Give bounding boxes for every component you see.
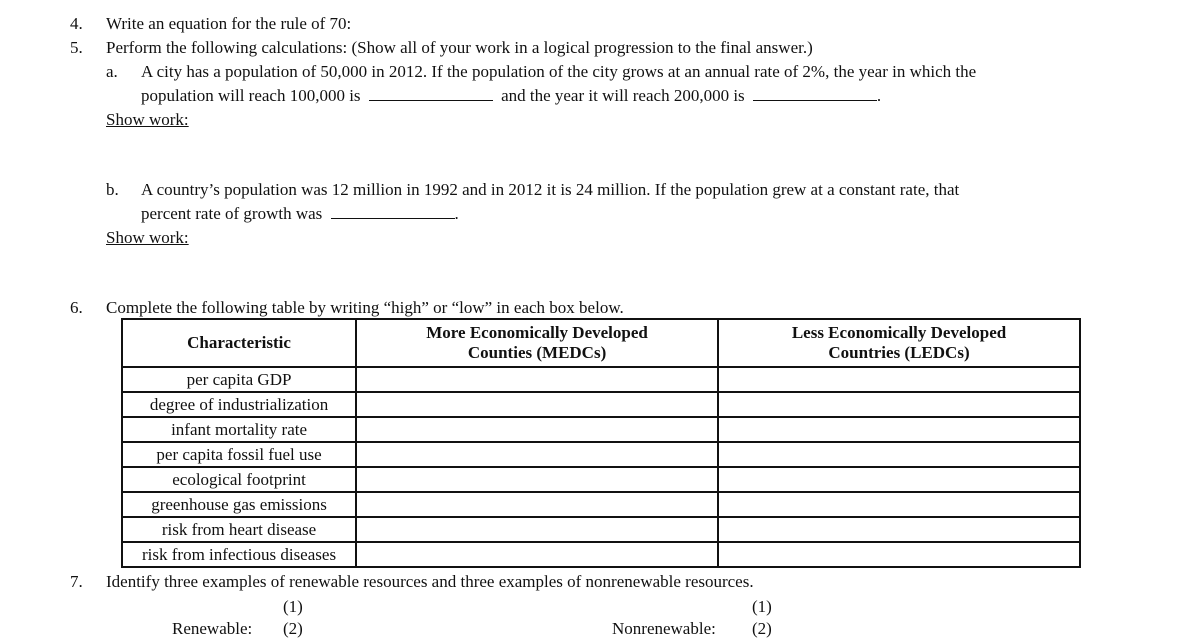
period: .: [876, 86, 882, 105]
question-5b-line2: [141, 204, 459, 224]
ledc-answer-cell[interactable]: [718, 367, 1080, 392]
renewable-item-2-number: (2): [283, 619, 303, 638]
ledc-answer-cell[interactable]: [718, 517, 1080, 542]
ledc-answer-cell[interactable]: [718, 542, 1080, 567]
table-row: [122, 417, 1080, 442]
ledc-answer-cell[interactable]: [718, 417, 1080, 442]
renewable-item-1-number: (1): [283, 597, 303, 616]
characteristic-cell: risk from infectious diseases: [122, 542, 356, 567]
part-letter: a.: [106, 62, 118, 81]
table-row: [122, 467, 1080, 492]
part-letter: b.: [106, 180, 119, 199]
medc-answer-cell[interactable]: [356, 367, 718, 392]
header-characteristic: Characteristic: [122, 319, 356, 367]
development-table: [121, 318, 1081, 568]
table-row: [122, 367, 1080, 392]
nonrenewable-item-1-number: (1): [752, 597, 772, 616]
characteristic-cell: risk from heart disease: [122, 517, 356, 542]
question-5a-line2: [141, 86, 881, 106]
period: .: [454, 204, 459, 223]
question-number: 4.: [70, 14, 83, 33]
table-row: [122, 392, 1080, 417]
table-row: [122, 542, 1080, 567]
part-text: A country’s population was 12 million in 1992 and in 2012 it is 24 million. If the population grew at a constant rate, that: [141, 180, 960, 199]
medc-answer-cell[interactable]: [356, 517, 718, 542]
question-text: Identify three examples of renewable resources and three examples of nonrenewable resources.: [106, 572, 754, 591]
show-work-label: Show work:: [106, 228, 189, 247]
medc-answer-cell[interactable]: [356, 417, 718, 442]
show-work-label: Show work:: [106, 110, 189, 129]
answer-blank-year-100000[interactable]: [369, 86, 493, 101]
answer-blank-growth-rate[interactable]: [331, 204, 455, 219]
table-row: [122, 442, 1080, 467]
table-row: [122, 492, 1080, 517]
ledc-answer-cell[interactable]: [718, 442, 1080, 467]
characteristic-cell: greenhouse gas emissions: [122, 492, 356, 517]
characteristic-cell: per capita fossil fuel use: [122, 442, 356, 467]
characteristic-cell: ecological footprint: [122, 467, 356, 492]
question-text: Perform the following calculations: (Show all of your work in a logical progression to the final answer.): [106, 38, 813, 57]
part-text: percent rate of growth was: [141, 204, 323, 223]
part-text: and the year it will reach 200,000 is: [501, 86, 745, 105]
question-number: 7.: [70, 572, 83, 591]
question-number: 6.: [70, 298, 83, 317]
medc-answer-cell[interactable]: [356, 492, 718, 517]
nonrenewable-item-2-number: (2): [752, 619, 772, 638]
header-medcs: More Economically Developed Counties (MEDCs): [356, 319, 718, 367]
renewable-label: Renewable:: [172, 619, 253, 638]
question-number: 5.: [70, 38, 83, 57]
medc-answer-cell[interactable]: [356, 392, 718, 417]
ledc-answer-cell[interactable]: [718, 492, 1080, 517]
characteristic-cell: infant mortality rate: [122, 417, 356, 442]
medc-answer-cell[interactable]: [356, 542, 718, 567]
medc-answer-cell[interactable]: [356, 467, 718, 492]
nonrenewable-label: Nonrenewable:: [612, 619, 716, 638]
ledc-answer-cell[interactable]: [718, 467, 1080, 492]
question-text: Write an equation for the rule of 70:: [106, 14, 352, 33]
part-text: A city has a population of 50,000 in 2012. If the population of the city grows at an annual rate of 2%, the year in which the: [141, 62, 977, 81]
answer-blank-year-200000[interactable]: [753, 86, 877, 101]
characteristic-cell: degree of industrialization: [122, 392, 356, 417]
question-text: Complete the following table by writing “high” or “low” in each box below.: [106, 298, 624, 317]
header-ledcs: Less Economically Developed Countries (LEDCs): [718, 319, 1080, 367]
part-text: population will reach 100,000 is: [141, 86, 361, 105]
table-row: [122, 517, 1080, 542]
medc-answer-cell[interactable]: [356, 442, 718, 467]
table-header-row: [122, 319, 1080, 367]
characteristic-cell: per capita GDP: [122, 367, 356, 392]
ledc-answer-cell[interactable]: [718, 392, 1080, 417]
